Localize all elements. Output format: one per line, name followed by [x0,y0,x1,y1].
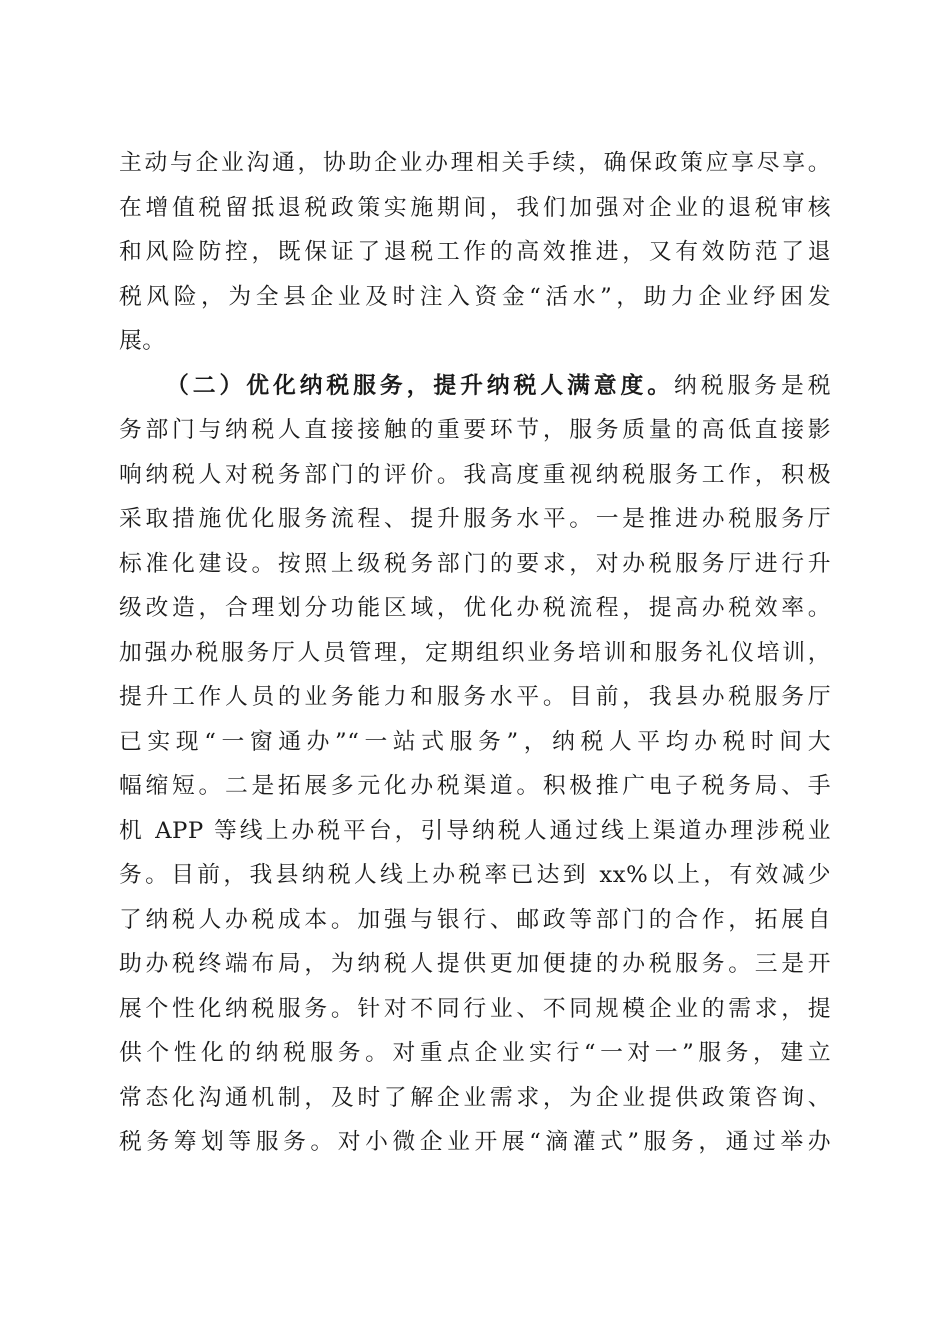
body-text [119,141,831,1165]
text-line: 加强办税服务厅人员管理，定期组织业务培训和服务礼仪培训， [119,639,831,666]
section-heading-line [119,364,831,409]
section-heading: （二）优化纳税服务，提升纳税人满意度。 [166,372,675,399]
text-line: 和风险防控，既保证了退税工作的高效推进，又有效防范了退 [119,239,831,265]
text-line: 常态化沟通机制，及时了解企业需求，为企业提供政策咨询、 [119,1084,831,1111]
text-line: 税务筹划等服务。对小微企业开展“滴灌式”服务，通过举办 [119,1129,831,1155]
text-line: 主动与企业沟通，协助企业办理相关手续，确保政策应享尽享。 [119,150,831,176]
text-line: 务部门与纳税人直接接触的重要环节，服务质量的高低直接影 [119,417,831,443]
text-line: 展。 [119,328,166,354]
text-line: 展个性化纳税服务。针对不同行业、不同规模企业的需求，提 [119,995,831,1022]
text-line: 提升工作人员的业务能力和服务水平。目前，我县办税服务厅 [119,684,831,710]
text-line: 务。目前，我县纳税人线上办税率已达到 xx%以上，有效减少 [119,862,831,888]
text-line: 采取措施优化服务流程、提升服务水平。一是推进办税服务厅 [119,506,831,532]
text-line: 助办税终端布局，为纳税人提供更加便捷的办税服务。三是开 [119,951,831,977]
text-line: 已实现“一窗通办”“一站式服务”，纳税人平均办税时间大 [119,728,831,755]
text-line: 供个性化的纳税服务。对重点企业实行“一对一”服务，建立 [119,1040,831,1066]
text-line: 税风险，为全县企业及时注入资金“活水”，助力企业纾困发 [119,283,831,310]
heading-line-text: 纳税服务是税 [674,372,832,399]
text-line: 响纳税人对税务部门的评价。我高度重视纳税服务工作，积极 [119,461,831,488]
text-line: 在增值税留抵退税政策实施期间，我们加强对企业的退税审核 [119,194,831,221]
text-line: 了纳税人办税成本。加强与银行、邮政等部门的合作，拓展自 [119,906,831,933]
text-line: 机 APP 等线上办税平台，引导纳税人通过线上渠道办理涉税业 [119,817,831,844]
text-line: 标准化建设。按照上级税务部门的要求，对办税服务厅进行升 [119,550,831,577]
text-line: 幅缩短。二是拓展多元化办税渠道。积极推广电子税务局、手 [119,773,831,799]
text-line: 级改造，合理划分功能区域，优化办税流程，提高办税效率。 [119,595,831,621]
